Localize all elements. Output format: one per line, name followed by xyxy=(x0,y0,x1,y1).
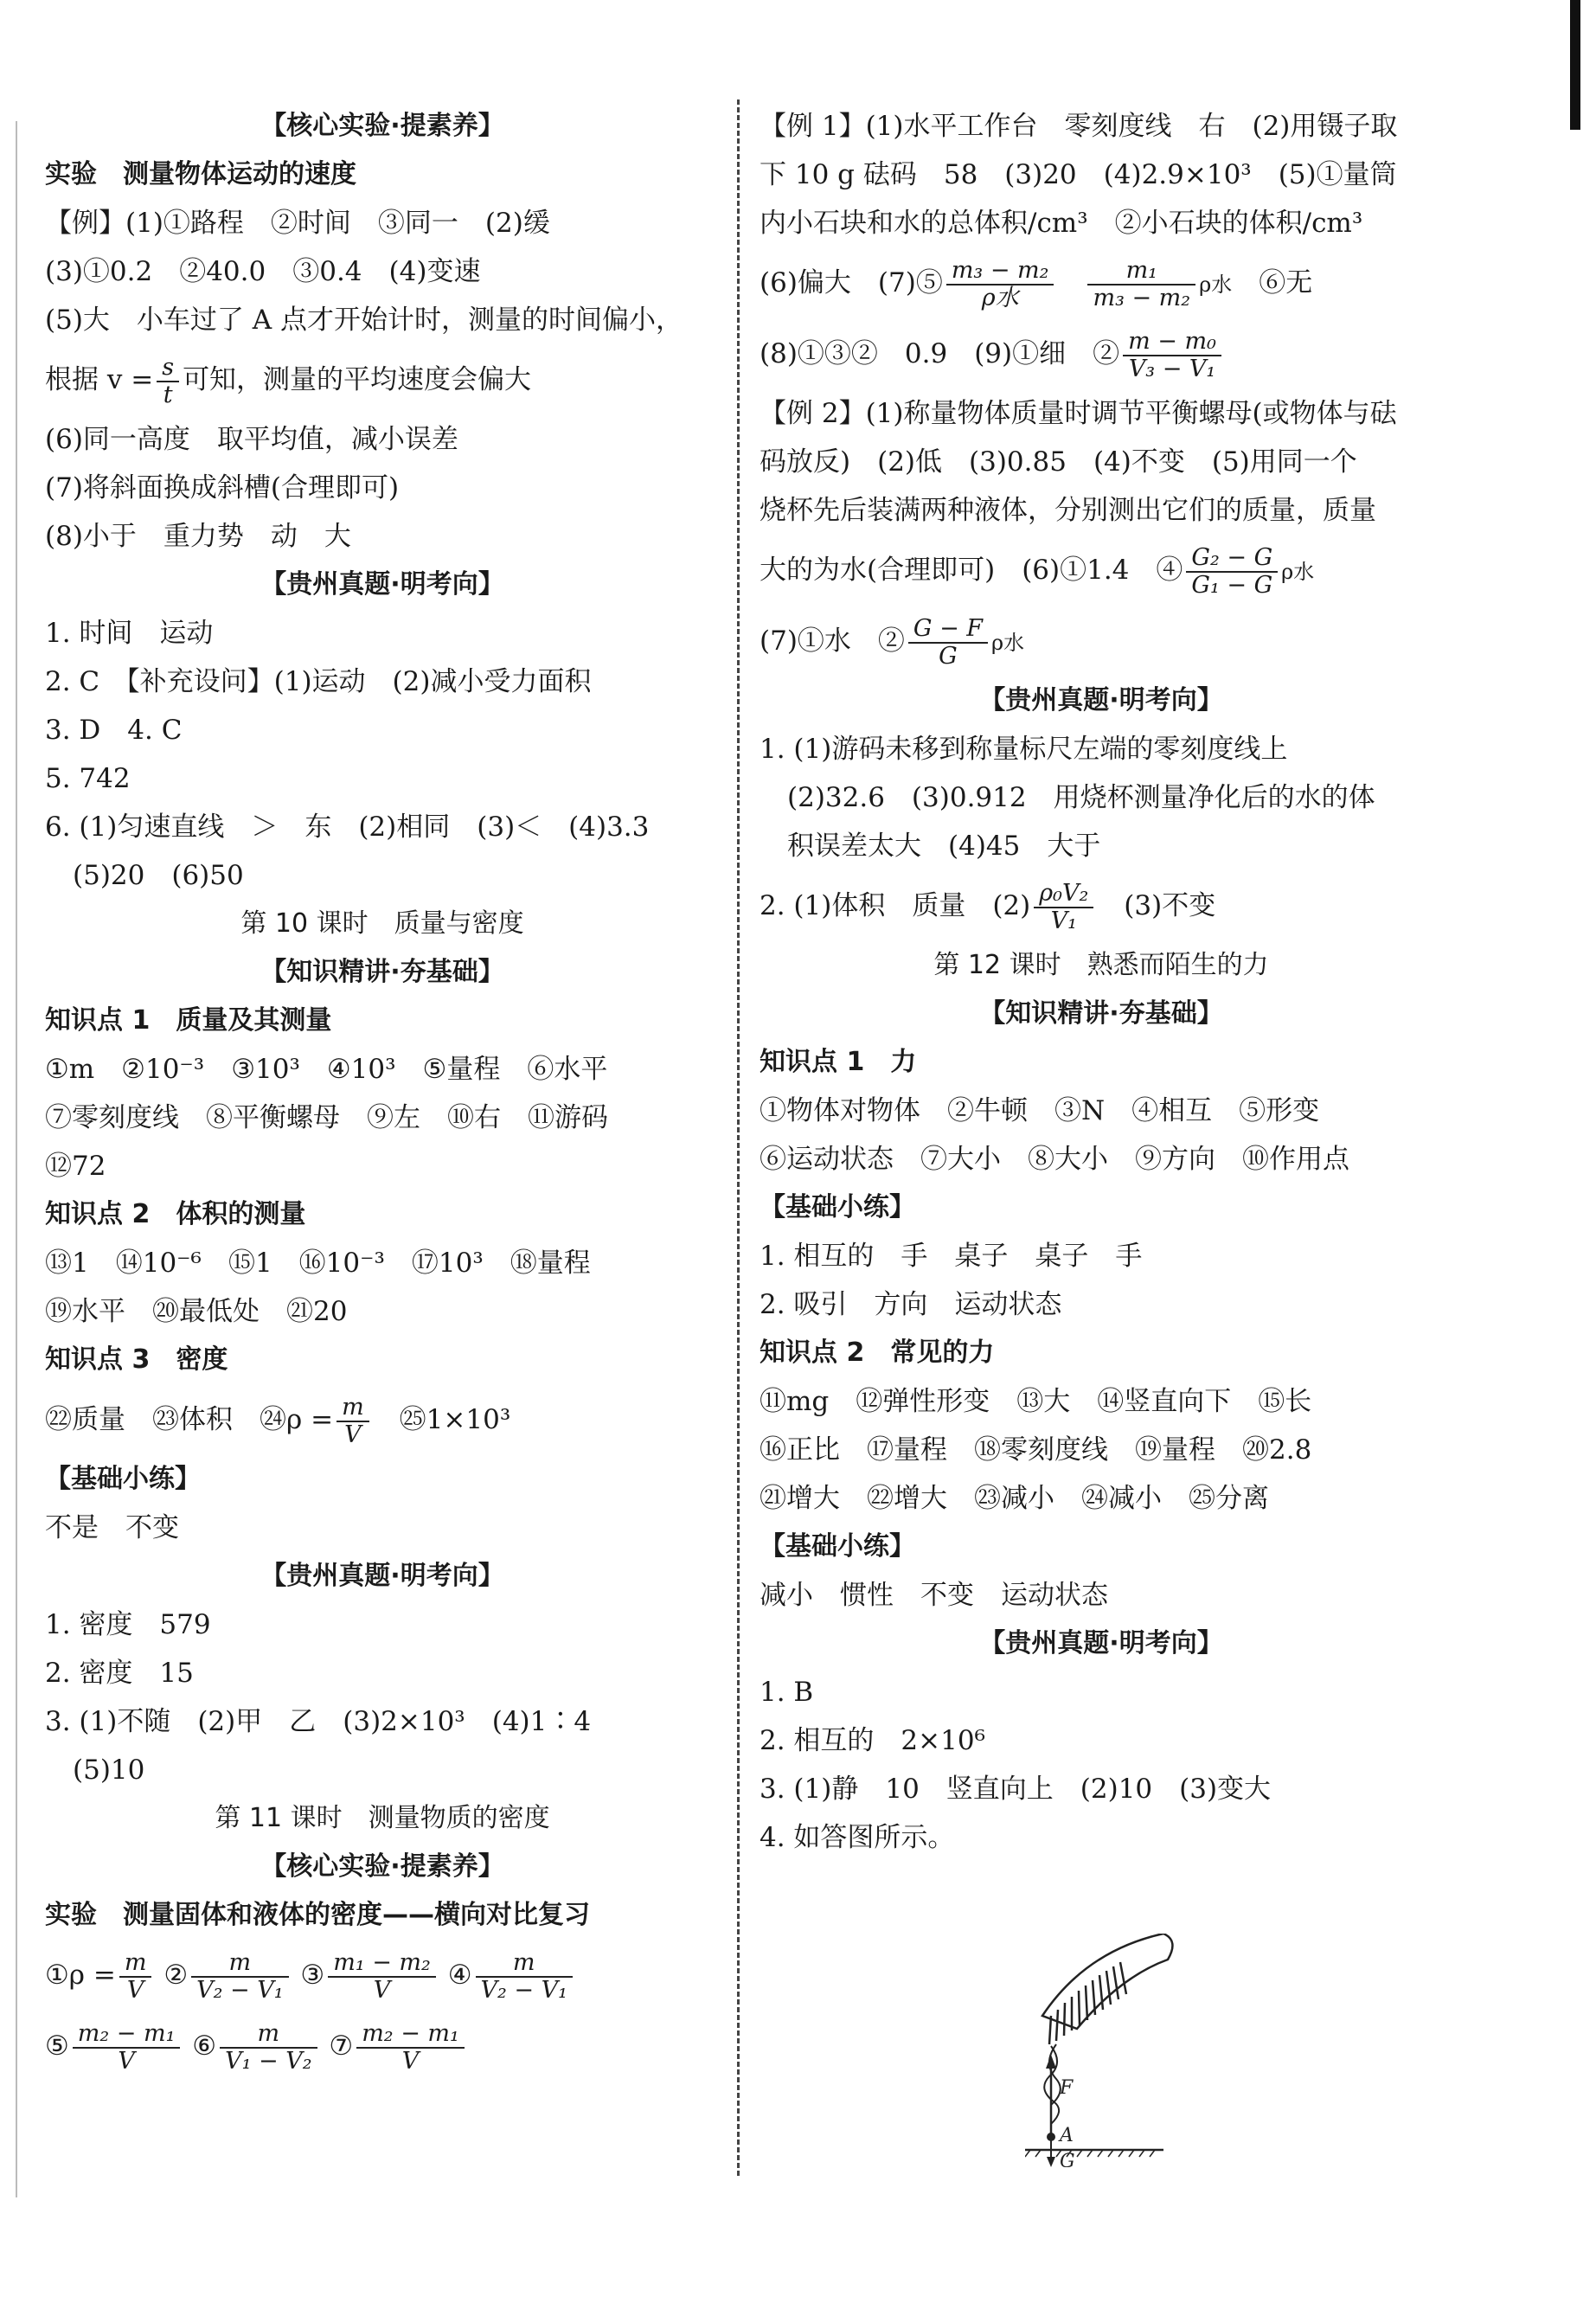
answer-line: (8)小于 重力势 动 大 xyxy=(45,521,351,552)
denominator: V xyxy=(344,1421,362,1448)
answer-line: 1. 相互的 手 桌子 桌子 手 xyxy=(760,1241,1143,1272)
answer-line: 6. (1)匀速直线 ＞ 东 (2)相同 (3)＜ (4)3.3 xyxy=(45,812,650,843)
answer-line: 3. (1)不随 (2)甲 乙 (3)2×10³ (4)1∶4 xyxy=(45,1706,592,1737)
answer-line: ①m ②10⁻³ ③10³ ④10³ ⑤量程 ⑥水平 xyxy=(45,1054,608,1085)
label-g: G xyxy=(1060,2151,1075,2167)
fraction xyxy=(946,258,1054,311)
fraction xyxy=(157,355,179,407)
answer-line-formula xyxy=(760,870,1443,941)
fraction xyxy=(1123,329,1221,382)
answer-line: (5)20 (6)50 xyxy=(73,860,244,891)
numerator: m xyxy=(476,1950,573,1978)
rho-water: ρ水 xyxy=(991,631,1025,655)
formula-label: ⑤ xyxy=(45,2030,69,2062)
column-divider xyxy=(737,99,740,2176)
numerator: s xyxy=(157,355,179,382)
answer-line: 1. (1)游码未移到称量标尺左端的零刻度线上 xyxy=(760,734,1288,765)
answer-line: 【例 2】(1)称量物体质量时调节平衡螺母(或物体与砝 xyxy=(760,398,1397,429)
answer-line: 3. D 4. C xyxy=(45,715,183,746)
formula-suffix: (3)不变 xyxy=(1124,890,1216,921)
numerator: m xyxy=(337,1395,369,1422)
lesson-title: 第 12 课时 熟悉而陌生的力 xyxy=(933,950,1269,980)
formula-prefix: ㉒质量 ㉓体积 ㉔ρ = xyxy=(45,1404,334,1435)
answer-line: ⑬1 ⑭10⁻⁶ ⑮1 ⑯10⁻³ ⑰10³ ⑱量程 xyxy=(45,1248,591,1279)
answer-line-formula xyxy=(760,318,1443,389)
fraction xyxy=(220,2021,317,2074)
formula-prefix: (8)①③② 0.9 (9)①细 ② xyxy=(760,338,1120,369)
numerator: m xyxy=(119,1950,152,1978)
answer-line: (5)10 xyxy=(73,1755,145,1786)
numerator: m₂ − m₁ xyxy=(356,2021,465,2049)
numerator: m₂ − m₁ xyxy=(73,2021,181,2049)
answer-line-formula xyxy=(45,344,720,415)
answer-line: ⑫72 xyxy=(45,1151,106,1182)
answer-line: ⑯正比 ⑰量程 ⑱零刻度线 ⑲量程 ⑳2.8 xyxy=(760,1434,1312,1466)
answer-line: ⑪mg ⑫弹性形变 ⑬大 ⑭竖直向下 ⑮长 xyxy=(760,1386,1312,1417)
answer-line: (5)大 小车过了 A 点才开始计时，测量的时间偏小， xyxy=(45,305,683,336)
fraction xyxy=(1087,258,1195,311)
denominator: V xyxy=(373,1976,391,2004)
formula-prefix: (7)①水 ② xyxy=(760,625,905,657)
formula-label: ⑥ xyxy=(192,2030,217,2062)
answer-line-formula xyxy=(760,535,1443,606)
answer-line: 2. 密度 15 xyxy=(45,1658,194,1689)
knowledge-point-title: 知识点 2 常见的力 xyxy=(760,1338,995,1368)
experiment-title: 实验 测量固体和液体的密度——横向对比复习 xyxy=(45,1900,590,1930)
numerator: G − F xyxy=(908,616,988,644)
knowledge-point-title: 知识点 1 质量及其测量 xyxy=(45,1005,332,1036)
answer-line: 1. 密度 579 xyxy=(45,1609,211,1640)
answer-line: (7)将斜面换成斜槽(合理即可) xyxy=(45,472,400,504)
formula-suffix: 可知，测量的平均速度会偏大 xyxy=(183,364,532,395)
fraction xyxy=(328,1950,436,2003)
formula-label: ② xyxy=(163,1960,189,1991)
experiment-title: 实验 测量物体运动的速度 xyxy=(45,159,356,189)
answer-line: 烧杯先后装满两种液体，分别测出它们的质量，质量 xyxy=(760,495,1376,526)
lesson-title: 第 10 课时 质量与密度 xyxy=(240,908,524,939)
denominator: ρ水 xyxy=(981,284,1019,311)
rho-water: ρ水 xyxy=(1199,273,1233,297)
denominator: V₁ − V₂ xyxy=(225,2047,312,2075)
section-header: 【贵州真题·明考向】 xyxy=(260,1561,504,1591)
formula-suffix: ㉕1×10³ xyxy=(399,1404,511,1435)
section-header: 【知识精讲·夯基础】 xyxy=(260,957,504,987)
denominator: V₂ − V₁ xyxy=(480,1976,567,2004)
answer-line: ㉑增大 ㉒增大 ㉓减小 ㉔减小 ㉕分离 xyxy=(760,1483,1269,1514)
fraction xyxy=(476,1950,573,2003)
fraction xyxy=(119,1950,152,2003)
lesson-title: 第 11 课时 测量物质的密度 xyxy=(215,1803,550,1833)
answer-line-formula xyxy=(760,606,1443,677)
denominator: V₃ − V₁ xyxy=(1128,355,1216,382)
hair-icon xyxy=(1044,2044,1061,2124)
answer-line: 3. (1)静 10 竖直向上 (2)10 (3)变大 xyxy=(760,1774,1272,1805)
answer-line-formula xyxy=(760,247,1443,318)
fraction xyxy=(337,1395,369,1447)
section-header: 【贵州真题·明考向】 xyxy=(260,569,504,600)
fraction xyxy=(1186,545,1278,598)
answer-line: 4. 如答图所示。 xyxy=(760,1822,955,1853)
fraction xyxy=(1034,881,1093,933)
answer-line: 2. 相互的 2×10⁶ xyxy=(760,1725,986,1756)
formula-prefix: 2. (1)体积 质量 (2) xyxy=(760,890,1031,921)
answer-line-formula xyxy=(45,1384,720,1455)
answer-line: 5. 742 xyxy=(45,763,131,794)
practice-header: 【基础小练】 xyxy=(45,1464,201,1494)
fraction xyxy=(191,1950,288,2003)
label-f: F xyxy=(1060,2077,1074,2099)
answer-line: (3)①0.2 ②40.0 ③0.4 (4)变速 xyxy=(45,256,481,287)
denominator: G₁ − G xyxy=(1191,571,1273,599)
answer-line: 【例】(1)①路程 ②时间 ③同一 (2)缓 xyxy=(45,208,550,239)
knowledge-point-title: 知识点 1 力 xyxy=(760,1047,917,1077)
answer-line: 下 10 g 砝码 58 (3)20 (4)2.9×10³ (5)①量筒 xyxy=(760,159,1397,190)
gravity-arrow-head xyxy=(1047,2157,1055,2167)
right-column xyxy=(760,102,1443,1862)
top-edge-bar xyxy=(1570,0,1580,130)
formula-row xyxy=(45,1940,720,2011)
section-header: 【贵州真题·明考向】 xyxy=(979,1628,1223,1658)
formula-prefix: 根据 v = xyxy=(45,364,154,395)
denominator: G xyxy=(939,642,958,670)
answer-line: (2)32.6 (3)0.912 用烧杯测量净化后的水的体 xyxy=(787,782,1375,813)
answer-line: ⑥运动状态 ⑦大小 ⑧大小 ⑨方向 ⑩作用点 xyxy=(760,1144,1349,1175)
left-column xyxy=(45,102,720,2082)
denominator: V₁ xyxy=(1050,907,1077,934)
numerator: m xyxy=(220,2021,317,2049)
numerator: m₁ xyxy=(1087,258,1195,285)
answer-line: 内小石块和水的总体积/cm³ ②小石块的体积/cm³ xyxy=(760,208,1363,239)
rho-water: ρ水 xyxy=(1281,560,1315,584)
formula-row xyxy=(45,2011,720,2082)
formula-suffix: ⑥无 xyxy=(1259,267,1313,298)
knowledge-point-title: 知识点 2 体积的测量 xyxy=(45,1199,306,1229)
formula-label: ①ρ = xyxy=(45,1960,116,1991)
denominator: V xyxy=(118,2047,135,2075)
comb-icon xyxy=(1042,1934,1172,2044)
formula-label: ⑦ xyxy=(329,2030,354,2062)
answer-line: 积误差太大 (4)45 大于 xyxy=(787,831,1101,862)
practice-header: 【基础小练】 xyxy=(760,1192,915,1222)
denominator: m₃ − m₂ xyxy=(1093,284,1191,311)
answer-line: 【例 1】(1)水平工作台 零刻度线 右 (2)用镊子取 xyxy=(760,111,1398,142)
answer-line: 不是 不变 xyxy=(45,1512,179,1543)
answer-line: 1. 时间 运动 xyxy=(45,618,214,649)
answer-line: 1. B xyxy=(760,1677,814,1708)
answer-line: ①物体对物体 ②牛顿 ③N ④相互 ⑤形变 xyxy=(760,1095,1320,1126)
section-header: 【知识精讲·夯基础】 xyxy=(979,998,1223,1029)
denominator: V xyxy=(401,2047,420,2075)
fraction xyxy=(908,616,988,669)
numerator: m₃ − m₂ xyxy=(946,258,1054,285)
answer-line: (6)同一高度 取平均值，减小误差 xyxy=(45,424,458,455)
answer-line: 2. C 【补充设问】(1)运动 (2)减小受力面积 xyxy=(45,666,592,697)
answer-line: 减小 惯性 不变 运动状态 xyxy=(760,1580,1108,1611)
denominator: t xyxy=(163,381,173,408)
numerator: ρ₀V₂ xyxy=(1034,881,1093,908)
numerator: m xyxy=(191,1950,288,1978)
left-margin-line xyxy=(16,121,17,2197)
knowledge-point-title: 知识点 3 密度 xyxy=(45,1344,228,1375)
denominator: V₂ − V₁ xyxy=(196,1976,284,2004)
formula-prefix: (6)偏大 (7)⑤ xyxy=(760,267,943,298)
formula-label: ④ xyxy=(447,1960,472,1991)
answer-figure xyxy=(1025,1934,1181,2167)
force-arrow-head xyxy=(1046,2055,1056,2069)
answer-line: 2. 吸引 方向 运动状态 xyxy=(760,1289,1062,1320)
answer-line: ⑦零刻度线 ⑧平衡螺母 ⑨左 ⑩右 ⑪游码 xyxy=(45,1102,608,1133)
formula-label: ③ xyxy=(300,1960,325,1991)
fraction xyxy=(73,2021,181,2074)
formula-prefix: 大的为水(合理即可) (6)①1.4 ④ xyxy=(760,555,1183,586)
numerator: m₁ − m₂ xyxy=(328,1950,436,1978)
section-header: 【贵州真题·明考向】 xyxy=(979,685,1223,715)
denominator: V xyxy=(126,1976,144,2004)
practice-header: 【基础小练】 xyxy=(760,1531,915,1562)
numerator: G₂ − G xyxy=(1186,545,1278,573)
section-header: 【核心实验·提素养】 xyxy=(260,111,504,141)
label-a: A xyxy=(1060,2125,1074,2146)
fraction xyxy=(356,2021,465,2074)
numerator: m − m₀ xyxy=(1123,329,1221,356)
section-header: 【核心实验·提素养】 xyxy=(260,1851,504,1882)
answer-line: 码放反) (2)低 (3)0.85 (4)不变 (5)用同一个 xyxy=(760,446,1357,478)
answer-line: ⑲水平 ⑳最低处 ㉑20 xyxy=(45,1296,348,1327)
